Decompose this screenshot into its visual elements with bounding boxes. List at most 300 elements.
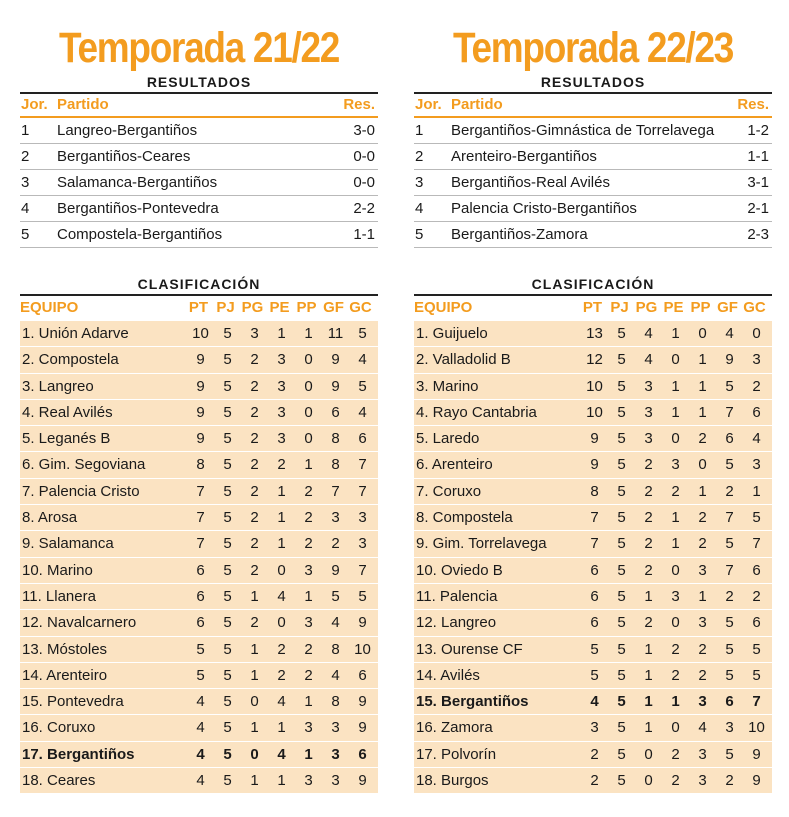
cell-pj: 5 [617, 482, 626, 500]
cell-team: 3. Langreo [22, 377, 94, 395]
cell-pp: 3 [304, 772, 313, 790]
cell-gc: 4 [752, 430, 761, 448]
table-row [414, 478, 772, 504]
cell-pt: 8 [590, 482, 599, 500]
cell-pe: 2 [671, 666, 680, 684]
cell-gf: 5 [725, 377, 734, 395]
cell-pe: 4 [277, 745, 286, 763]
cell-gf: 2 [331, 535, 340, 553]
cell-pp: 0 [304, 403, 313, 421]
result-match: Palencia Cristo-Bergantiños [451, 200, 637, 217]
table-row [414, 346, 772, 372]
cell-gc: 10 [748, 719, 765, 737]
cell-pj: 5 [617, 640, 626, 658]
cell-pj: 5 [617, 614, 626, 632]
cell-pj: 5 [617, 377, 626, 395]
cell-gf: 8 [331, 640, 340, 658]
result-score: 1-1 [747, 148, 769, 165]
cell-pt: 9 [590, 456, 599, 474]
cell-gc: 7 [752, 535, 761, 553]
cell-gc: 5 [752, 640, 761, 658]
result-row [20, 118, 378, 144]
standings-header-pt: PT [188, 299, 209, 316]
cell-pj: 5 [617, 772, 626, 790]
cell-gc: 9 [358, 719, 367, 737]
cell-team: 16. Coruxo [22, 719, 96, 737]
cell-pj: 5 [223, 535, 232, 553]
cell-gf: 9 [331, 377, 340, 395]
cell-pg: 2 [644, 456, 653, 474]
cell-gc: 6 [358, 430, 367, 448]
cell-team: 6. Arenteiro [416, 456, 493, 474]
cell-pp: 3 [304, 614, 313, 632]
standings-header-pg: PG [241, 299, 264, 316]
cell-pp: 2 [304, 666, 313, 684]
cell-team: 17. Bergantiños [22, 745, 135, 763]
cell-pe: 0 [671, 719, 680, 737]
cell-pp: 2 [304, 640, 313, 658]
cell-pj: 5 [617, 351, 626, 369]
result-jor: 3 [21, 174, 30, 191]
cell-gf: 6 [331, 403, 340, 421]
cell-pg: 2 [250, 430, 259, 448]
cell-pj: 5 [617, 430, 626, 448]
cell-team: 2. Compostela [22, 351, 119, 369]
cell-pt: 9 [590, 430, 599, 448]
cell-pg: 2 [250, 509, 259, 527]
standings-table [20, 320, 378, 793]
standings-header-pj: PJ [216, 299, 235, 316]
standings-header-pe: PE [269, 299, 290, 316]
cell-gf: 9 [331, 351, 340, 369]
cell-pg: 2 [250, 535, 259, 553]
cell-gc: 5 [358, 325, 367, 342]
table-row [414, 530, 772, 556]
cell-pp: 0 [698, 456, 707, 474]
cell-gc: 5 [358, 377, 367, 395]
cell-pt: 2 [590, 745, 599, 763]
cell-team: 2. Valladolid B [416, 351, 511, 369]
result-jor: 1 [21, 122, 30, 139]
table-row [20, 399, 378, 425]
season-panel-2223 [414, 0, 772, 793]
cell-pp: 3 [698, 614, 707, 632]
cell-pp: 1 [304, 693, 313, 711]
header-partido: Partido [57, 96, 109, 113]
result-row [20, 144, 378, 170]
cell-pe: 1 [277, 482, 286, 500]
cell-pe: 1 [671, 325, 680, 342]
result-match: Bergantiños-Pontevedra [57, 200, 219, 217]
cell-gf: 5 [725, 745, 734, 763]
result-row [414, 118, 772, 144]
cell-gc: 7 [358, 456, 367, 474]
cell-pe: 3 [277, 403, 286, 421]
cell-pg: 3 [644, 403, 653, 421]
cell-gc: 9 [752, 772, 761, 790]
result-row [20, 222, 378, 248]
cell-gf: 5 [331, 587, 340, 605]
cell-pj: 5 [223, 456, 232, 474]
cell-gc: 9 [358, 772, 367, 790]
table-row [414, 714, 772, 740]
cell-pj: 5 [223, 772, 232, 790]
table-row [20, 346, 378, 372]
cell-pj: 5 [223, 561, 232, 579]
table-row [20, 662, 378, 688]
cell-gc: 7 [752, 693, 761, 711]
result-jor: 1 [415, 122, 424, 139]
header-res: Res. [343, 96, 375, 113]
result-score: 2-2 [353, 200, 375, 217]
standings-header-pt: PT [582, 299, 603, 316]
header-jor: Jor. [21, 96, 48, 113]
cell-gc: 5 [358, 587, 367, 605]
cell-pj: 5 [223, 377, 232, 395]
cell-gf: 7 [331, 482, 340, 500]
cell-pg: 0 [250, 745, 259, 763]
cell-gf: 6 [725, 430, 734, 448]
table-row [20, 557, 378, 583]
cell-team: 7. Coruxo [416, 482, 482, 500]
cell-pp: 2 [698, 430, 707, 448]
cell-gc: 4 [358, 351, 367, 369]
cell-gf: 8 [331, 456, 340, 474]
cell-pp: 3 [304, 719, 313, 737]
table-row [20, 320, 378, 346]
cell-gf: 3 [331, 509, 340, 527]
cell-pg: 1 [250, 587, 259, 605]
cell-pj: 5 [617, 693, 626, 711]
cell-pe: 1 [671, 509, 680, 527]
cell-pt: 7 [196, 509, 205, 527]
cell-gf: 7 [725, 403, 734, 421]
header-jor: Jor. [415, 96, 442, 113]
cell-gc: 0 [752, 325, 761, 342]
cell-gc: 3 [752, 456, 761, 474]
cell-pg: 1 [250, 772, 259, 790]
result-row [414, 170, 772, 196]
cell-pg: 2 [250, 403, 259, 421]
cell-pg: 1 [250, 719, 259, 737]
result-score: 2-3 [747, 226, 769, 243]
header-res: Res. [737, 96, 769, 113]
cell-gc: 6 [358, 745, 367, 763]
cell-gc: 7 [358, 561, 367, 579]
cell-pt: 7 [196, 482, 205, 500]
cell-pg: 2 [250, 614, 259, 632]
cell-gf: 5 [725, 535, 734, 553]
cell-pp: 3 [698, 772, 707, 790]
result-jor: 4 [21, 200, 30, 217]
cell-team: 5. Leganés B [22, 430, 111, 448]
cell-pp: 2 [698, 640, 707, 658]
cell-gf: 3 [725, 719, 734, 737]
standings-header-pe: PE [663, 299, 684, 316]
table-row [414, 557, 772, 583]
cell-team: 1. Guijuelo [416, 325, 488, 342]
cell-pt: 4 [196, 719, 205, 737]
cell-gf: 6 [725, 693, 734, 711]
cell-pt: 3 [590, 719, 599, 737]
standings-title: CLASIFICACIÓN [531, 276, 655, 292]
cell-team: 18. Ceares [22, 772, 96, 790]
cell-team: 16. Zamora [416, 719, 493, 737]
cell-pe: 3 [277, 430, 286, 448]
cell-gc: 10 [354, 640, 371, 658]
table-row [20, 583, 378, 609]
cell-pt: 5 [196, 666, 205, 684]
cell-pj: 5 [617, 535, 626, 553]
cell-pt: 9 [196, 403, 205, 421]
cell-pt: 12 [586, 351, 603, 369]
cell-pj: 5 [223, 614, 232, 632]
results-title: RESULTADOS [540, 74, 646, 90]
standings-header-gf: GF [717, 299, 738, 316]
cell-gf: 5 [725, 614, 734, 632]
cell-gf: 3 [331, 719, 340, 737]
cell-pj: 5 [223, 666, 232, 684]
standings-header-equipo: EQUIPO [20, 299, 79, 316]
standings-header-pp: PP [690, 299, 711, 316]
table-row [414, 583, 772, 609]
standings-header-gc: GC [743, 299, 766, 316]
cell-pp: 3 [698, 561, 707, 579]
cell-pj: 5 [223, 745, 232, 763]
results-title: RESULTADOS [146, 74, 252, 90]
results-list [20, 118, 378, 248]
cell-pg: 0 [644, 745, 653, 763]
cell-pp: 2 [698, 666, 707, 684]
cell-gc: 3 [358, 509, 367, 527]
cell-pg: 2 [250, 351, 259, 369]
cell-pg: 3 [250, 325, 259, 342]
table-row-highlighted [20, 741, 378, 767]
cell-pg: 4 [644, 351, 653, 369]
cell-pe: 2 [671, 745, 680, 763]
result-row [414, 222, 772, 248]
result-jor: 2 [21, 148, 30, 165]
cell-pg: 2 [644, 482, 653, 500]
results-header-row [20, 92, 378, 118]
table-row [20, 609, 378, 635]
cell-pg: 2 [644, 561, 653, 579]
cell-pp: 1 [304, 587, 313, 605]
cell-pj: 5 [617, 587, 626, 605]
cell-team: 11. Llanera [22, 587, 96, 605]
cell-pt: 7 [590, 509, 599, 527]
cell-pg: 1 [250, 640, 259, 658]
cell-team: 8. Compostela [416, 509, 513, 527]
cell-pj: 5 [223, 509, 232, 527]
cell-gf: 2 [725, 772, 734, 790]
cell-pp: 1 [698, 377, 707, 395]
standings-header-row [414, 294, 772, 320]
cell-gc: 6 [752, 403, 761, 421]
cell-gf: 4 [725, 325, 734, 342]
cell-gf: 2 [725, 482, 734, 500]
result-match: Bergantiños-Ceares [57, 148, 191, 165]
cell-team: 14. Arenteiro [22, 666, 108, 684]
cell-pg: 2 [644, 614, 653, 632]
cell-gc: 9 [752, 745, 761, 763]
cell-pt: 5 [590, 666, 599, 684]
cell-pt: 9 [196, 430, 205, 448]
cell-pt: 13 [586, 325, 603, 342]
cell-gc: 9 [358, 693, 367, 711]
table-row [20, 714, 378, 740]
cell-gf: 4 [331, 614, 340, 632]
cell-pt: 10 [586, 403, 603, 421]
cell-pj: 5 [617, 719, 626, 737]
cell-pp: 3 [698, 693, 707, 711]
cell-gf: 2 [725, 587, 734, 605]
cell-pj: 5 [223, 482, 232, 500]
cell-pj: 5 [617, 745, 626, 763]
cell-pe: 1 [277, 535, 286, 553]
cell-pp: 2 [698, 509, 707, 527]
cell-pt: 6 [196, 561, 205, 579]
cell-gf: 7 [725, 509, 734, 527]
results-header-row [414, 92, 772, 118]
cell-pg: 0 [644, 772, 653, 790]
cell-team: 9. Salamanca [22, 535, 114, 553]
season-title: Temporada 22/23 [452, 24, 734, 72]
cell-pp: 0 [698, 325, 707, 342]
cell-pj: 5 [223, 325, 232, 342]
cell-pe: 0 [277, 561, 286, 579]
cell-pt: 9 [196, 377, 205, 395]
cell-gc: 1 [752, 482, 761, 500]
cell-pt: 6 [590, 614, 599, 632]
table-row [414, 451, 772, 477]
result-score: 1-1 [353, 226, 375, 243]
cell-team: 9. Gim. Torrelavega [416, 535, 547, 553]
cell-pe: 0 [277, 614, 286, 632]
table-row [414, 636, 772, 662]
cell-pp: 2 [304, 535, 313, 553]
cell-pg: 2 [250, 561, 259, 579]
cell-pp: 2 [304, 509, 313, 527]
cell-pt: 5 [590, 640, 599, 658]
cell-team: 11. Palencia [416, 587, 498, 605]
cell-pe: 3 [671, 587, 680, 605]
table-row [20, 530, 378, 556]
cell-pt: 4 [590, 693, 599, 711]
cell-team: 3. Marino [416, 377, 479, 395]
cell-pj: 5 [223, 351, 232, 369]
cell-pe: 3 [277, 377, 286, 395]
result-match: Salamanca-Bergantiños [57, 174, 218, 191]
standings-header-equipo: EQUIPO [414, 299, 473, 316]
cell-pe: 2 [277, 456, 286, 474]
table-row [414, 767, 772, 793]
cell-team: 6. Gim. Segoviana [22, 456, 146, 474]
cell-pp: 2 [698, 535, 707, 553]
table-row [20, 767, 378, 793]
cell-team: 7. Palencia Cristo [22, 482, 140, 500]
cell-pp: 4 [698, 719, 707, 737]
cell-pj: 5 [617, 403, 626, 421]
cell-pp: 2 [304, 482, 313, 500]
cell-pe: 1 [277, 325, 286, 342]
cell-pg: 1 [644, 640, 653, 658]
cell-team: 10. Marino [22, 561, 93, 579]
cell-pp: 1 [698, 587, 707, 605]
cell-pp: 0 [304, 430, 313, 448]
cell-pj: 5 [617, 561, 626, 579]
result-match: Bergantiños-Gimnástica de Torrelavega [451, 122, 715, 139]
cell-pt: 2 [590, 772, 599, 790]
cell-pp: 0 [304, 351, 313, 369]
cell-pg: 0 [250, 693, 259, 711]
standings-header-pp: PP [296, 299, 317, 316]
result-match: Arenteiro-Bergantiños [451, 148, 597, 165]
cell-pj: 5 [223, 693, 232, 711]
result-jor: 3 [415, 174, 424, 191]
result-score: 3-1 [747, 174, 769, 191]
result-jor: 5 [415, 226, 424, 243]
cell-pp: 1 [304, 456, 313, 474]
table-row [414, 320, 772, 346]
table-row [414, 425, 772, 451]
table-row [20, 478, 378, 504]
table-row [20, 451, 378, 477]
header-partido: Partido [451, 96, 503, 113]
cell-team: 13. Ourense CF [416, 640, 523, 658]
cell-pg: 3 [644, 377, 653, 395]
result-jor: 4 [415, 200, 424, 217]
cell-team: 15. Pontevedra [22, 693, 124, 711]
cell-team: 13. Móstoles [22, 640, 108, 658]
result-row [414, 196, 772, 222]
cell-pp: 3 [698, 745, 707, 763]
cell-pg: 1 [250, 666, 259, 684]
cell-pp: 1 [304, 325, 313, 342]
cell-pt: 8 [196, 456, 205, 474]
results-list [414, 118, 772, 248]
cell-pg: 4 [644, 325, 653, 342]
cell-pj: 5 [223, 719, 232, 737]
cell-pe: 0 [671, 614, 680, 632]
cell-gf: 11 [327, 325, 344, 342]
cell-gf: 9 [331, 561, 340, 579]
cell-pe: 2 [671, 772, 680, 790]
cell-pt: 6 [196, 587, 205, 605]
cell-pj: 5 [617, 509, 626, 527]
cell-gf: 8 [331, 430, 340, 448]
cell-pt: 5 [196, 640, 205, 658]
cell-pp: 0 [304, 377, 313, 395]
result-match: Compostela-Bergantiños [57, 226, 223, 243]
cell-pj: 5 [617, 325, 626, 342]
cell-pe: 4 [277, 587, 286, 605]
cell-gc: 6 [752, 614, 761, 632]
cell-gf: 5 [725, 456, 734, 474]
cell-gc: 6 [752, 561, 761, 579]
cell-pe: 1 [671, 377, 680, 395]
cell-team: 17. Polvorín [416, 745, 497, 763]
cell-pj: 5 [223, 640, 232, 658]
cell-pp: 3 [304, 561, 313, 579]
result-match: Langreo-Bergantiños [57, 122, 198, 139]
cell-pe: 1 [277, 719, 286, 737]
cell-pe: 0 [671, 351, 680, 369]
cell-pt: 6 [590, 561, 599, 579]
cell-gc: 3 [752, 351, 761, 369]
cell-pt: 9 [196, 351, 205, 369]
cell-pe: 2 [277, 640, 286, 658]
